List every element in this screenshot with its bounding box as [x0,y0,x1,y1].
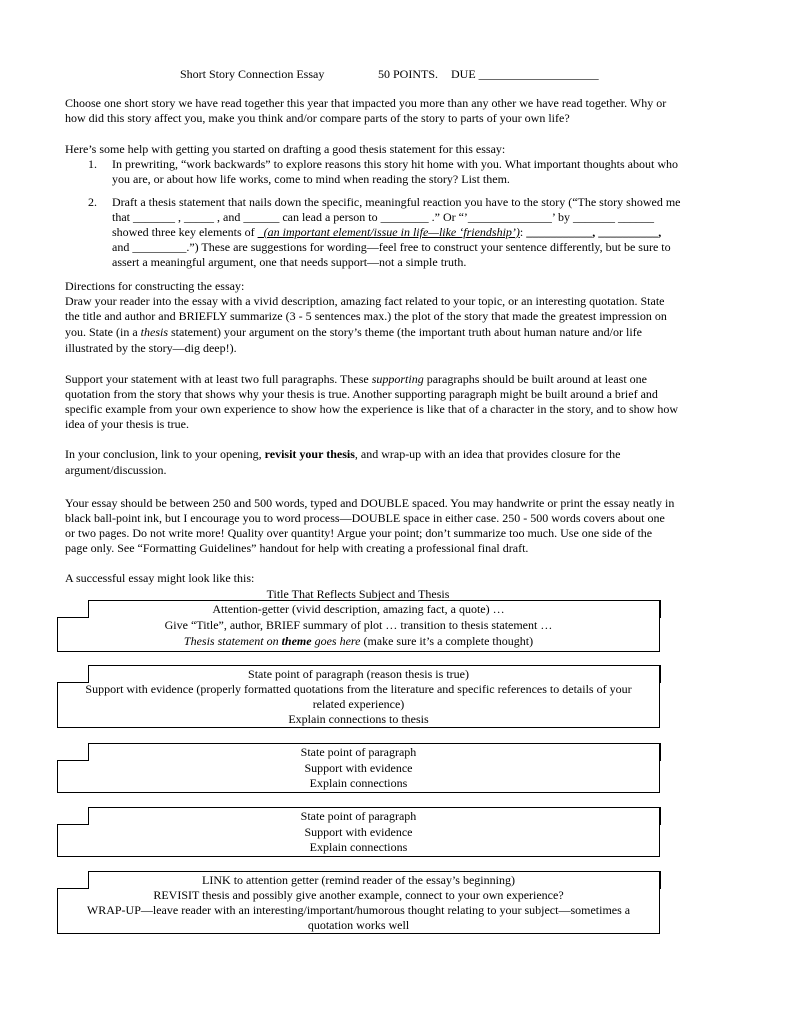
support-line [65,372,647,387]
essay-title: Short Story Connection Essay [180,67,325,81]
due-label: DUE ____________________ [451,67,599,81]
essay-box-body-2 [57,743,660,793]
bold-blanks: ___________, __________, [526,225,662,239]
thesis-line [57,634,660,649]
essay-box-body-3 [57,807,660,857]
list-item-2-line [112,225,661,240]
text-run: , and wrap-up with an idea that provides closure for the [354,447,621,461]
example-intro: A successful essay might look like this: [65,571,255,585]
italic-text: supporting [371,372,424,386]
box-line: quotation works well [307,918,410,932]
box-line: Support with evidence [304,825,413,839]
list-item-1-line: you are, or about how life works, come to mind when reading the story? List them. [112,172,510,186]
directions-heading: Directions for constructing the essay: [65,279,245,293]
box-line: Give “Title”, author, BRIEF summary of plot … transition to thesis statement … [164,618,553,632]
help-intro: Here’s some help with getting you started on drafting a good thesis statement for this essay: [65,142,506,156]
list-item-2-line: Draft a thesis statement that nails down the specific, meaningful reaction you have to the story (“The story showed me [112,195,681,209]
italic-text: Thesis statement on [183,634,282,648]
box-line: Explain connections [309,776,408,790]
conclusion-line: argument/discussion. [65,463,167,477]
box-line: Explain connections [309,840,408,854]
essay-box-introduction [57,600,660,652]
box-line: Support with evidence [304,761,413,775]
directions-line: Draw your reader into the essay with a vivid description, amazing fact related to your topic, or an interesting quotation. State [65,294,665,308]
text-run: : [519,225,527,239]
list-item-2-line: and _________.”) These are suggestions for wording—feel free to construct your sentence differently, but be sure to [112,240,671,254]
text-run: (make sure it’s a complete thought) [360,634,534,648]
box-line: Support with evidence (properly formatted quotations from the literature and specific references to details of your [85,682,632,696]
box-line: State point of paragraph [300,745,417,759]
bold-text: revisit your thesis [264,447,355,461]
length-line: Your essay should be between 250 and 500 words, typed and DOUBLE spaced. You may handwrite or print the essay neatly in [65,496,675,510]
essay-box-conclusion [57,871,660,934]
list-item-1-line: In prewriting, “work backwards” to explore reasons this story hit home with you. What important thoughts about who [112,157,679,171]
box-line: State point of paragraph [300,809,417,823]
length-line: black ball-point ink, but I encourage you to word process—DOUBLE space in either case. 250 - 500 words covers about one [65,511,665,525]
directions-line [65,325,642,340]
support-line: specific example from your own experience to show how the experience is like that of a character in the story, and to show how [65,402,679,416]
support-line: quotation from the story that shows why your thesis is true. Another supporting paragraph might be built around a brief and [65,387,658,401]
text-run: you. State (in a [65,325,141,339]
directions-line: the title and author and BRIEFLY summarize (3 - 5 sentences max.) the plot of the story that made the greatest impression on [65,309,667,323]
intro-line: how did this story affect you, make you think and/or compare parts of the story to parts of your own life? [65,111,570,125]
box-line: related experience) [312,697,405,711]
intro-line: Choose one short story we have read together this year that impacted you more than any other we have read together. Why or [65,96,667,110]
list-item-2-line: that _______ , _____ , and ______ can lead a person to ________ .” Or “’______________’ by _______ ______ [112,210,655,224]
box-line: WRAP-UP—leave reader with an interesting/important/humorous thought relating to your subject—sometimes a [86,903,631,917]
italic-text: thesis [140,325,168,339]
italic-text: _(an important element/issue in life—like ‘friendship’) [257,225,520,239]
box-line: State point of paragraph (reason thesis is true) [248,667,469,681]
box-line: Attention-getter (vivid description, amazing fact, a quote) … [212,602,505,616]
essay-box-body-1 [57,665,660,728]
box-line: Explain connections to thesis [288,712,429,726]
conclusion-line [65,447,620,462]
text-run: showed three key elements of [112,225,258,239]
points-label: 50 POINTS. [378,67,439,81]
diagram-title: Title That Reflects Subject and Thesis [266,587,450,601]
text-run: Support your statement with at least two full paragraphs. These [65,372,372,386]
list-item-2-line: assert a meaningful argument, one that needs support—not a simple truth. [112,255,467,269]
text-run: statement) your argument on the story’s theme (the important truth about human nature and/or life [168,325,642,339]
length-line: page only. See “Formatting Guidelines” handout for help with creating a professional final draft. [65,541,529,555]
length-line: or two pages. Do not write more! Quality over quantity! Argue your point; don’t summarize too much. Use one side of the [65,526,653,540]
support-line: idea of your thesis is true. [65,417,189,431]
box-line: LINK to attention getter (remind reader of the essay’s beginning) [202,873,515,887]
directions-line: illustrated by the story—dig deep!). [65,341,237,355]
bold-italic-text: theme [281,634,312,648]
text-run: In your conclusion, link to your opening, [65,447,265,461]
box-line: REVISIT thesis and possibly give another example, connect to your own experience? [153,888,564,902]
italic-text: goes here [311,634,361,648]
list-number-2: 2. [88,195,97,209]
list-number-1: 1. [88,157,97,171]
text-run: paragraphs should be built around at least one [423,372,648,386]
